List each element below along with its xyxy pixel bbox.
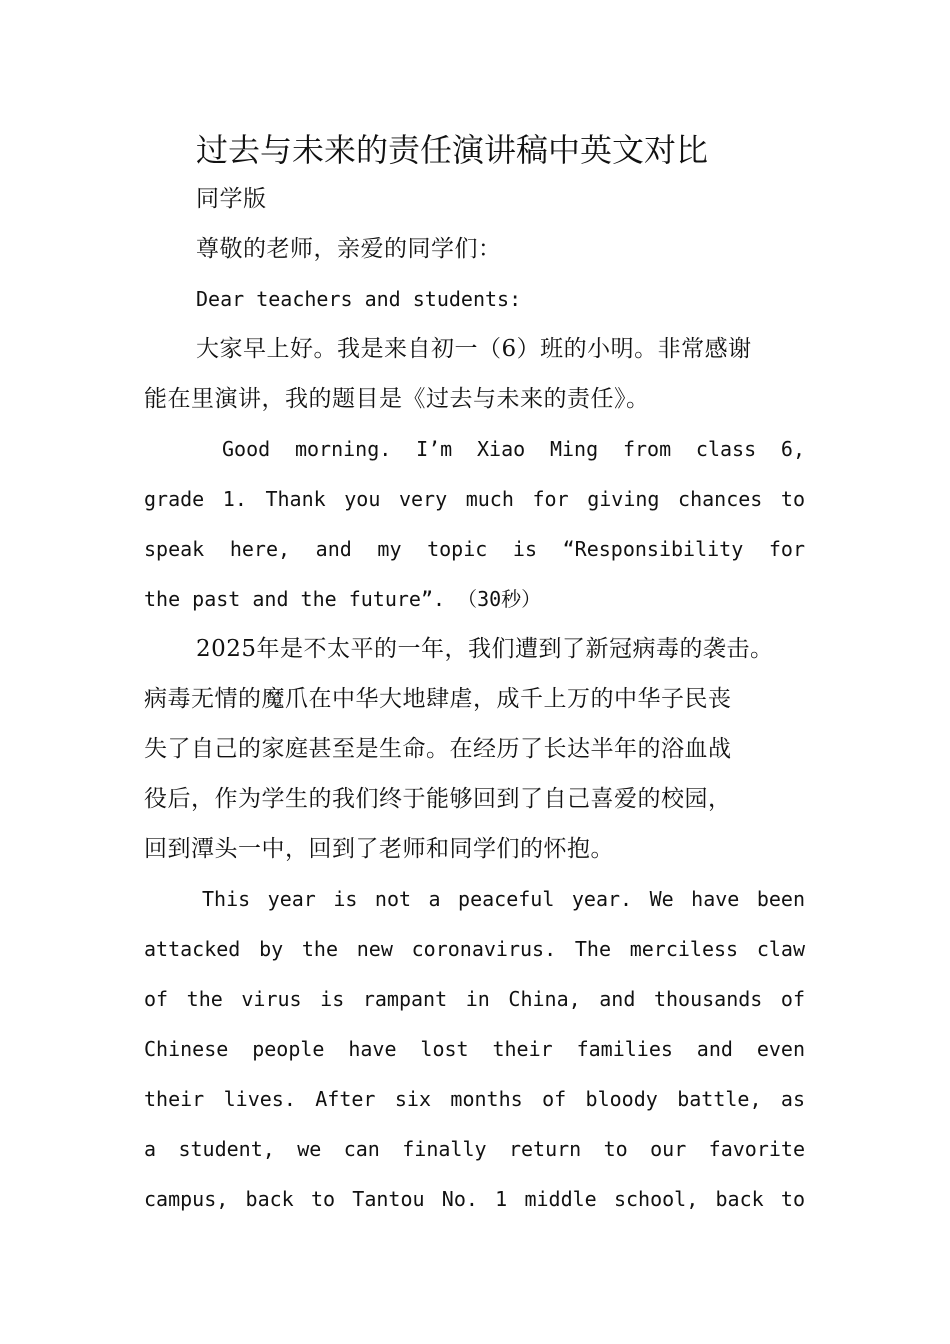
paragraph-2-en-line: a student, we can finally return to our favorite: [144, 1137, 805, 1161]
paragraph-2-en-line: their lives. After six months of bloody battle, as: [144, 1087, 805, 1111]
paragraph-1-cn-line: 大家早上好。我是来自初一（6）班的小明。非常感谢: [196, 336, 752, 362]
paragraph-2-cn-line: 病毒无情的魔爪在中华大地肆虐，成千上万的中华子民丧: [144, 686, 732, 712]
paragraph-2-cn-line: 回到潭头一中，回到了老师和同学们的怀抱。: [144, 836, 614, 862]
paragraph-1-cn-line: 能在里演讲，我的题目是《过去与未来的责任》。: [144, 386, 650, 412]
paragraph-1-en-line: the past and the future”. （30秒）: [144, 587, 542, 611]
greeting-chinese: 尊敬的老师，亲爱的同学们：: [196, 236, 502, 262]
paragraph-2-en-line: This year is not a peaceful year. We have been: [202, 887, 805, 911]
paragraph-1-en-line: grade 1. Thank you very much for giving chances to: [144, 487, 805, 511]
paragraph-2-cn-line: 2025年是不太平的一年，我们遭到了新冠病毒的袭击。: [196, 636, 774, 662]
subtitle: 同学版: [196, 186, 267, 212]
paragraph-2-en-line: of the virus is rampant in China, and thousands of: [144, 987, 805, 1011]
paragraph-2-en-line: Chinese people have lost their families and even: [144, 1037, 805, 1061]
paragraph-2-en-line: attacked by the new coronavirus. The merciless claw: [144, 937, 805, 961]
paragraph-2-en-line: campus, back to Tantou No. 1 middle school, back to: [144, 1187, 805, 1211]
paragraph-2-cn-line: 役后，作为学生的我们终于能够回到了自己喜爱的校园，: [144, 786, 732, 812]
greeting-english: Dear teachers and students:: [196, 287, 522, 311]
paragraph-1-en-line: Good morning. I’m Xiao Ming from class 6,: [222, 437, 805, 461]
paragraph-2-cn-line: 失了自己的家庭甚至是生命。在经历了长达半年的浴血战: [144, 736, 732, 762]
document-title: 过去与未来的责任演讲稿中英文对比: [196, 131, 709, 169]
paragraph-1-en-line: speak here, and my topic is “Responsibility for: [144, 537, 805, 561]
